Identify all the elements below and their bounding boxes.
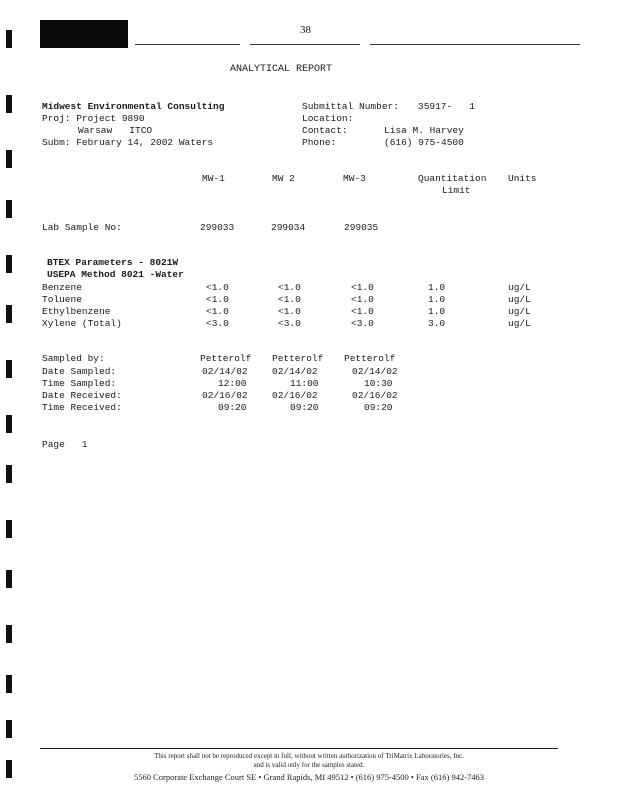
sampling-label: Sampled by:	[42, 353, 105, 364]
client-project: Proj: Project 9890	[42, 113, 145, 124]
sampling-label: Time Received:	[42, 402, 122, 413]
result-value: <3.0	[351, 318, 374, 329]
header-rule	[135, 44, 240, 45]
sampling-value: 02/14/02	[202, 366, 248, 377]
analyte-name: Benzene	[42, 282, 82, 293]
sampling-value: 09:20	[218, 402, 247, 413]
result-value: <1.0	[206, 294, 229, 305]
result-value: <1.0	[206, 282, 229, 293]
result-value: <1.0	[278, 294, 301, 305]
result-value: <1.0	[278, 306, 301, 317]
sampling-label: Date Sampled:	[42, 366, 117, 377]
limit-value: 1.0	[428, 294, 446, 305]
submittal-label: Submittal Number:	[302, 101, 399, 112]
footer-disclaimer: This report shall not be reproduced except in full, without written authorization of TriMatrix Laboratories, Inc.	[154, 752, 464, 760]
sampling-value: 02/14/02	[272, 366, 318, 377]
sampling-value: Petterolf	[344, 353, 396, 364]
punch-hole	[6, 200, 12, 218]
units-value: ug/L	[508, 306, 531, 317]
limit-value: 1.0	[428, 306, 446, 317]
location-label: Location:	[302, 113, 354, 124]
page-number: 38	[300, 24, 311, 36]
contact-label: Contact:	[302, 125, 348, 136]
limit-header: Limit	[442, 185, 471, 196]
lab-sample-number: 299035	[344, 222, 379, 233]
footer-address: 5560 Corporate Exchange Court SE • Grand Rapids, MI 49512 • (616) 975-4500 • Fax (616) 942-7463	[133, 772, 485, 782]
redaction-block	[40, 20, 128, 48]
result-value: <1.0	[351, 306, 374, 317]
punch-hole	[6, 255, 12, 273]
punch-hole	[6, 30, 12, 48]
units-value: ug/L	[508, 294, 531, 305]
lab-sample-label: Lab Sample No:	[42, 222, 122, 233]
punch-hole	[6, 720, 12, 738]
punch-hole	[6, 95, 12, 113]
punch-hole	[6, 465, 12, 483]
analyte-name: Ethylbenzene	[42, 306, 111, 317]
contact-value: Lisa M. Harvey	[384, 125, 464, 136]
sampling-value: Petterolf	[272, 353, 324, 364]
column-header: MW-1	[202, 173, 225, 184]
footer-rule	[40, 748, 558, 749]
result-value: <3.0	[278, 318, 301, 329]
sampling-value: 11:00	[290, 378, 319, 389]
submitted-date: Subm: February 14, 2002 Waters	[42, 137, 214, 148]
sampling-value: 10:30	[364, 378, 393, 389]
result-value: <1.0	[206, 306, 229, 317]
limit-value: 1.0	[428, 282, 446, 293]
sampling-value: 02/16/02	[202, 390, 248, 401]
sampling-value: 02/16/02	[352, 390, 398, 401]
punch-hole	[6, 520, 12, 538]
result-value: <3.0	[206, 318, 229, 329]
punch-hole	[6, 570, 12, 588]
sampling-value: 02/16/02	[272, 390, 318, 401]
sampling-value: 09:20	[364, 402, 393, 413]
page-label: Page 1	[42, 439, 88, 450]
punch-hole	[6, 415, 12, 433]
result-value: <1.0	[278, 282, 301, 293]
sampling-label: Date Received:	[42, 390, 122, 401]
sampling-value: 02/14/02	[352, 366, 398, 377]
footer-disclaimer-2: and is valid only for the samples stated.	[253, 761, 365, 769]
units-value: ug/L	[508, 282, 531, 293]
units-header: Units	[508, 173, 537, 184]
sampling-label: Time Sampled:	[42, 378, 117, 389]
phone-label: Phone:	[302, 137, 337, 148]
punch-hole	[6, 305, 12, 323]
punch-hole	[6, 150, 12, 168]
punch-hole	[6, 360, 12, 378]
client-company: Midwest Environmental Consulting	[42, 101, 225, 112]
report-title: ANALYTICAL REPORT	[230, 64, 333, 75]
lab-sample-number: 299034	[271, 222, 306, 233]
sampling-value: Petterolf	[200, 353, 252, 364]
punch-hole	[6, 675, 12, 693]
submittal-value: 35917- 1	[418, 101, 476, 112]
client-location: Warsaw ITCO	[78, 125, 153, 136]
analyte-name: Toluene	[42, 294, 82, 305]
header-rule	[250, 44, 360, 45]
column-header: MW-3	[343, 173, 366, 184]
units-value: ug/L	[508, 318, 531, 329]
punch-hole	[6, 625, 12, 643]
result-value: <1.0	[351, 294, 374, 305]
sampling-value: 12:00	[218, 378, 247, 389]
quantitation-header: Quantitation	[418, 173, 487, 184]
sampling-value: 09:20	[290, 402, 319, 413]
lab-sample-number: 299033	[200, 222, 235, 233]
section-subtitle: USEPA Method 8021 -Water	[47, 269, 184, 280]
column-header: MW 2	[272, 173, 295, 184]
result-value: <1.0	[351, 282, 374, 293]
limit-value: 3.0	[428, 318, 446, 329]
analyte-name: Xylene (Total)	[42, 318, 122, 329]
header-rule	[370, 44, 580, 45]
phone-value: (616) 975-4500	[384, 137, 464, 148]
section-title: BTEX Parameters - 8021W	[47, 257, 179, 268]
